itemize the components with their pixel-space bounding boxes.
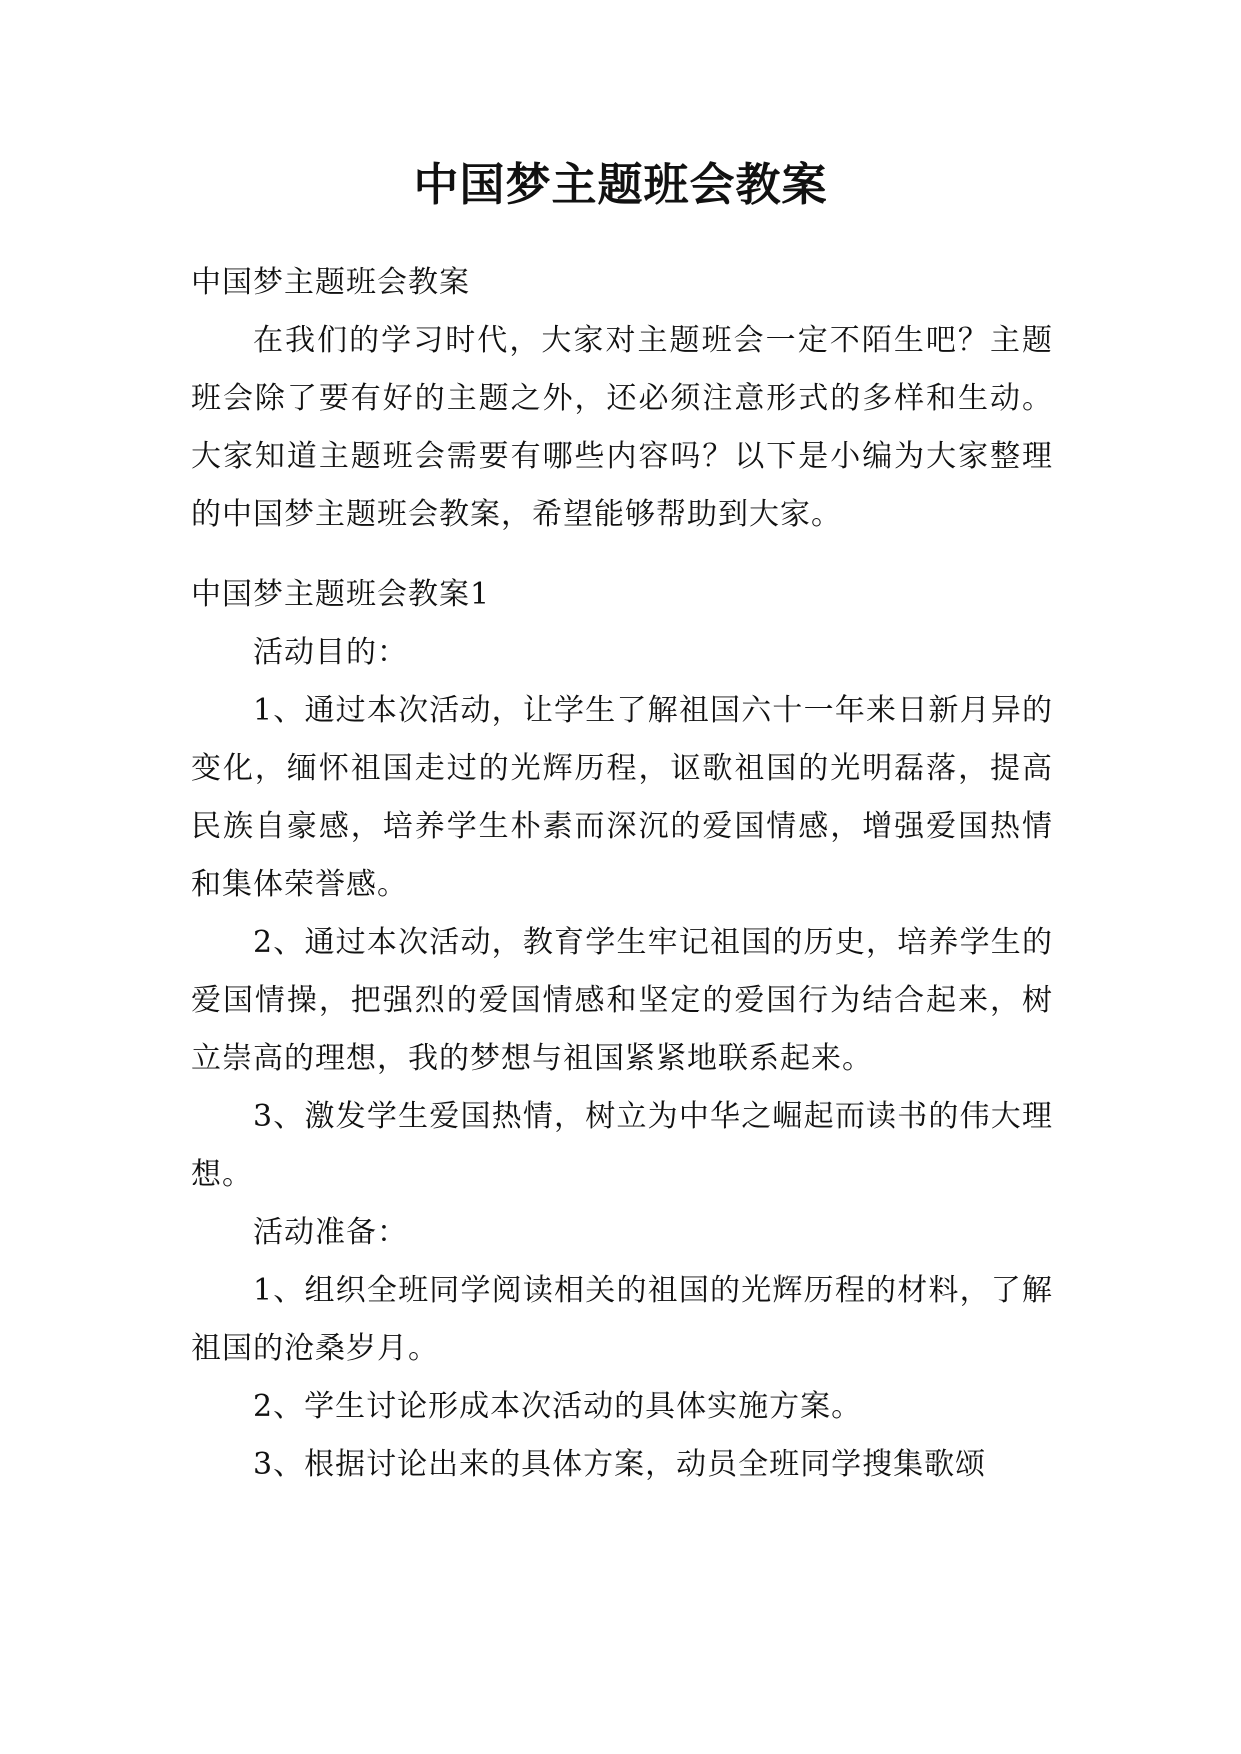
preparation-item-2: 2、学生讨论形成本次活动的具体实施方案。 — [253, 1389, 863, 1424]
preparation-item-3: 3、根据讨论出来的具体方案，动员全班同学搜集歌颂 — [253, 1447, 987, 1482]
section-1-block — [191, 566, 1053, 1494]
objective-item-1: 1、通过本次活动，让学生了解祖国六十一年来日新月异的变化，缅怀祖国走过的光辉历程，讴歌祖国的光明磊落，提高民族自豪感，培养学生朴素而深沉的爱国情感，增强爱国热情和集体荣誉感。 — [191, 693, 1053, 902]
preparation-label: 活动准备： — [253, 1215, 408, 1250]
intro-paragraph: 在我们的学习时代，大家对主题班会一定不陌生吧？主题班会除了要有好的主题之外，还必须注意形式的多样和生动。大家知道主题班会需要有哪些内容吗？以下是小编为大家整理的中国梦主题班会教案，希望能够帮助到大家。 — [191, 323, 1053, 532]
intro-block — [191, 254, 1053, 544]
preparation-item-1: 1、组织全班同学阅读相关的祖国的光辉历程的材料，了解祖国的沧桑岁月。 — [191, 1273, 1053, 1366]
subtitle: 中国梦主题班会教案 — [191, 265, 470, 300]
objectives-label: 活动目的： — [253, 635, 408, 670]
objective-item-2: 2、通过本次活动，教育学生牢记祖国的历史，培养学生的爱国情操，把强烈的爱国情感和坚定的爱国行为结合起来，树立崇高的理想，我的梦想与祖国紧紧地联系起来。 — [191, 925, 1053, 1076]
objective-item-3: 3、激发学生爱国热情，树立为中华之崛起而读书的伟大理想。 — [191, 1099, 1053, 1192]
document-title: 中国梦主题班会教案 — [413, 158, 828, 211]
section-heading: 中国梦主题班会教案1 — [191, 577, 491, 612]
